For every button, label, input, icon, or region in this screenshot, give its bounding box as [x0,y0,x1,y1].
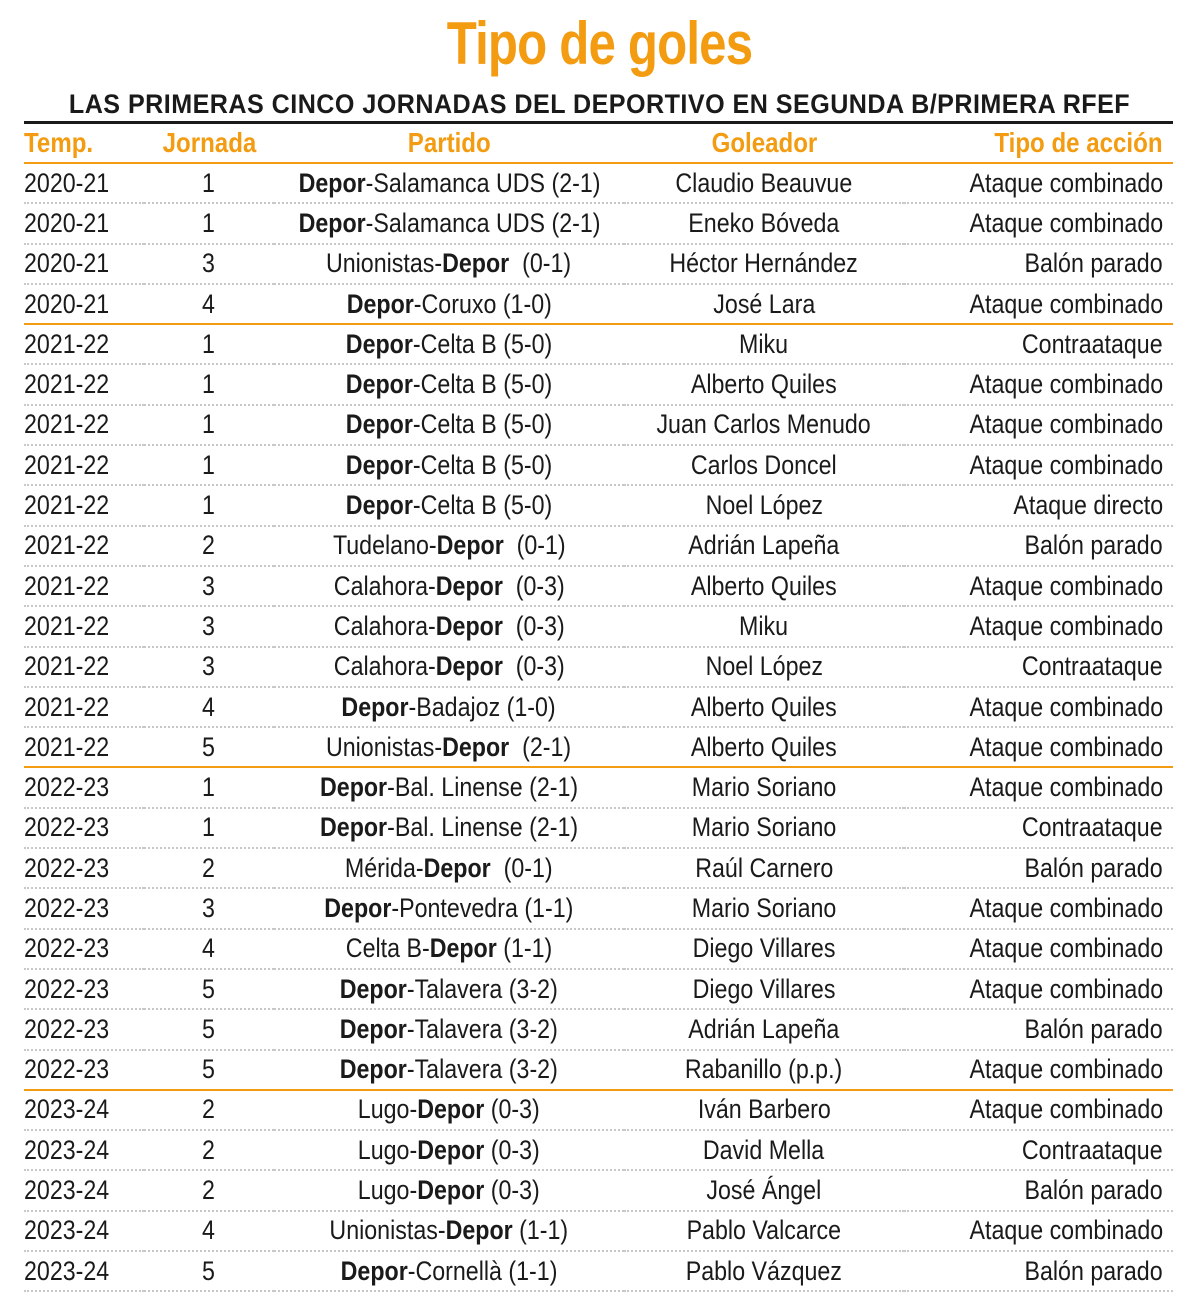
partido-depor: Depor [417,1134,485,1165]
partido-post: -Salamanca UDS (2-1) [365,207,601,238]
cell-goleador: Pablo Valcarce [624,1211,904,1251]
cell-goleador: Diego Villares [624,929,904,969]
partido-depor: Depor [319,812,388,843]
partido-depor: Depor [429,933,497,964]
table-row [24,727,1173,767]
cell-jornada: 4 [144,284,274,324]
cell-partido [274,244,624,284]
partido-post: (0-3) [502,610,565,641]
cell-temp: 2021-22 [24,727,144,767]
partido-post: -Badajoz (1-0) [408,691,557,722]
partido-depor: Depor [442,731,510,762]
cell-temp: 2021-22 [24,687,144,727]
partido-pre: Unionistas- [326,248,443,279]
cell-partido [274,364,624,404]
cell-partido [274,929,624,969]
cell-jornada: 3 [144,647,274,687]
cell-tipo: Ataque directo [904,485,1173,525]
cell-partido [274,1090,624,1130]
partido-post: -Talavera (3-2) [407,1054,559,1085]
cell-tipo: Contraataque [904,324,1173,364]
partido-depor: Depor [435,610,503,641]
cell-tipo: Ataque combinado [904,405,1173,445]
cell-goleador: Miku [624,606,904,646]
table-row [24,808,1173,848]
cell-goleador: Alberto Quiles [624,687,904,727]
partido-depor: Depor [442,248,510,279]
table-row [24,1170,1173,1210]
partido-pre: Tudelano- [332,530,437,561]
partido-post: -Celta B (5-0) [412,409,553,440]
cell-jornada: 2 [144,848,274,888]
cell-goleador: Mario Soriano [624,767,904,807]
table-row [24,485,1173,525]
column-header-goleador: Goleador [624,124,904,163]
cell-temp: 2020-21 [24,284,144,324]
partido-post: (0-1) [490,852,553,883]
cell-jornada: 5 [144,1251,274,1291]
cell-partido [274,969,624,1009]
cell-temp: 2021-22 [24,445,144,485]
cell-goleador: Noel López [624,647,904,687]
cell-jornada: 2 [144,1170,274,1210]
table-row [24,203,1173,243]
partido-pre: Lugo- [358,1134,418,1165]
cell-partido [274,445,624,485]
cell-temp: 2022-23 [24,767,144,807]
partido-pre: Lugo- [358,1175,418,1206]
cell-tipo: Contraataque [904,808,1173,848]
table-row [24,405,1173,445]
cell-tipo: Balón parado [904,526,1173,566]
cell-partido [274,284,624,324]
cell-temp: 2021-22 [24,647,144,687]
column-header-jornada: Jornada [144,124,274,163]
cell-tipo: Balón parado [904,1170,1173,1210]
partido-post: (2-1) [509,731,572,762]
cell-jornada: 3 [144,566,274,606]
cell-partido [274,1170,624,1210]
cell-jornada: 1 [144,405,274,445]
cell-jornada: 1 [144,203,274,243]
partido-post: -Celta B (5-0) [412,328,553,359]
cell-goleador: David Mella [624,1130,904,1170]
cell-goleador: Mario Soriano [624,808,904,848]
partido-depor: Depor [319,772,388,803]
partido-depor: Depor [423,852,491,883]
cell-partido [274,888,624,928]
cell-jornada: 1 [144,445,274,485]
cell-temp: 2023-24 [24,1170,144,1210]
goals-table [24,124,1173,1292]
cell-tipo: Contraataque [904,647,1173,687]
cell-goleador: Héctor Hernández [624,244,904,284]
cell-temp: 2021-22 [24,566,144,606]
cell-partido [274,526,624,566]
partido-depor: Depor [417,1175,485,1206]
table-row [24,767,1173,807]
partido-pre: Celta B- [345,933,430,964]
cell-tipo: Ataque combinado [904,888,1173,928]
column-header-partido: Partido [274,124,624,163]
partido-post: (0-3) [502,651,565,682]
cell-tipo: Ataque combinado [904,767,1173,807]
partido-depor: Depor [340,1255,408,1286]
partido-depor: Depor [345,409,413,440]
partido-pre: Lugo- [358,1094,418,1125]
partido-post: (0-3) [484,1094,540,1125]
cell-temp: 2023-24 [24,1251,144,1291]
cell-temp: 2023-24 [24,1130,144,1170]
partido-pre: Unionistas- [326,731,443,762]
partido-depor: Depor [345,328,413,359]
cell-temp: 2020-21 [24,244,144,284]
partido-post: (0-3) [502,570,565,601]
cell-partido [274,808,624,848]
table-row [24,888,1173,928]
cell-goleador: Claudio Beauvue [624,163,904,203]
cell-tipo: Ataque combinado [904,445,1173,485]
cell-partido [274,203,624,243]
cell-jornada: 4 [144,929,274,969]
cell-goleador: Alberto Quiles [624,364,904,404]
partido-post: (0-1) [503,530,566,561]
cell-temp: 2020-21 [24,203,144,243]
partido-post: (0-3) [484,1175,540,1206]
partido-post: -Bal. Linense (2-1) [387,772,579,803]
cell-partido [274,647,624,687]
cell-temp: 2022-23 [24,808,144,848]
cell-goleador: Eneko Bóveda [624,203,904,243]
partido-depor: Depor [345,490,413,521]
cell-partido [274,1130,624,1170]
cell-partido [274,727,624,767]
partido-depor: Depor [435,570,503,601]
cell-temp: 2021-22 [24,364,144,404]
cell-temp: 2022-23 [24,929,144,969]
cell-temp: 2021-22 [24,405,144,445]
partido-depor: Depor [339,973,408,1004]
cell-temp: 2022-23 [24,969,144,1009]
cell-jornada: 1 [144,324,274,364]
cell-goleador: Rabanillo (p.p.) [624,1050,904,1090]
cell-tipo: Ataque combinado [904,284,1173,324]
cell-tipo: Ataque combinado [904,364,1173,404]
table-row [24,1090,1173,1130]
cell-jornada: 1 [144,163,274,203]
partido-depor: Depor [445,1215,513,1246]
cell-tipo: Ataque combinado [904,203,1173,243]
partido-depor: Depor [298,207,366,238]
column-header-temp: Temp. [24,124,144,163]
column-header-tipo: Tipo de acción [904,124,1173,163]
cell-tipo: Ataque combinado [904,163,1173,203]
partido-post: (0-3) [484,1134,540,1165]
cell-jornada: 5 [144,1009,274,1049]
cell-goleador: Adrián Lapeña [624,526,904,566]
partido-depor: Depor [339,1013,408,1044]
cell-partido [274,687,624,727]
partido-post: (0-1) [509,248,572,279]
cell-tipo: Ataque combinado [904,929,1173,969]
cell-temp: 2022-23 [24,888,144,928]
cell-partido [274,1211,624,1251]
partido-post: -Salamanca UDS (2-1) [365,167,601,198]
cell-partido [274,163,624,203]
cell-goleador: Noel López [624,485,904,525]
table-row [24,1009,1173,1049]
table-row [24,606,1173,646]
table-row [24,526,1173,566]
cell-goleador: Carlos Doncel [624,445,904,485]
cell-temp: 2022-23 [24,848,144,888]
cell-temp: 2020-21 [24,163,144,203]
cell-partido [274,1251,624,1291]
table-row [24,163,1173,203]
cell-jornada: 3 [144,888,274,928]
cell-jornada: 1 [144,808,274,848]
cell-tipo: Ataque combinado [904,1090,1173,1130]
cell-temp: 2022-23 [24,1009,144,1049]
cell-jornada: 4 [144,687,274,727]
partido-pre: Calahora- [333,651,436,682]
cell-goleador: Alberto Quiles [624,566,904,606]
cell-tipo: Ataque combinado [904,1050,1173,1090]
cell-goleador: Raúl Carnero [624,848,904,888]
cell-partido [274,324,624,364]
cell-jornada: 3 [144,244,274,284]
partido-pre: Mérida- [345,852,424,883]
partido-depor: Depor [345,449,413,480]
table-row [24,566,1173,606]
partido-pre: Calahora- [333,610,436,641]
cell-goleador: José Ángel [624,1170,904,1210]
cell-tipo: Balón parado [904,848,1173,888]
cell-tipo: Ataque combinado [904,687,1173,727]
cell-jornada: 3 [144,606,274,646]
cell-tipo: Contraataque [904,1130,1173,1170]
partido-depor: Depor [435,651,503,682]
cell-partido [274,566,624,606]
cell-goleador: Juan Carlos Menudo [624,405,904,445]
cell-temp: 2022-23 [24,1050,144,1090]
partido-post: -Celta B (5-0) [412,369,553,400]
cell-goleador: José Lara [624,284,904,324]
cell-jornada: 1 [144,485,274,525]
partido-post: (1-1) [496,933,553,964]
table-row [24,324,1173,364]
partido-post: (1-1) [512,1215,569,1246]
cell-partido [274,1009,624,1049]
cell-partido [274,606,624,646]
cell-tipo: Ataque combinado [904,969,1173,1009]
cell-partido [274,848,624,888]
cell-jornada: 2 [144,526,274,566]
cell-temp: 2021-22 [24,485,144,525]
cell-tipo: Balón parado [904,1251,1173,1291]
table-row [24,929,1173,969]
partido-depor: Depor [341,691,409,722]
table-row [24,687,1173,727]
cell-goleador: Iván Barbero [624,1090,904,1130]
table-row [24,647,1173,687]
partido-post: -Cornellà (1-1) [407,1255,558,1286]
cell-jornada: 5 [144,969,274,1009]
cell-tipo: Ataque combinado [904,727,1173,767]
cell-partido [274,767,624,807]
partido-depor: Depor [324,892,392,923]
cell-goleador: Diego Villares [624,969,904,1009]
table-row [24,1211,1173,1251]
partido-post: -Bal. Linense (2-1) [387,812,579,843]
cell-tipo: Ataque combinado [904,566,1173,606]
cell-goleador: Alberto Quiles [624,727,904,767]
cell-jornada: 4 [144,1211,274,1251]
table-row [24,445,1173,485]
partido-depor: Depor [436,530,504,561]
table-row [24,969,1173,1009]
partido-pre: Unionistas- [329,1215,446,1246]
partido-post: -Pontevedra (1-1) [391,892,574,923]
cell-jornada: 5 [144,727,274,767]
table-row [24,284,1173,324]
table-row [24,848,1173,888]
partido-depor: Depor [298,167,366,198]
partido-post: -Talavera (3-2) [407,973,559,1004]
cell-jornada: 2 [144,1090,274,1130]
cell-partido [274,1050,624,1090]
cell-jornada: 5 [144,1050,274,1090]
cell-partido [274,405,624,445]
cell-jornada: 1 [144,767,274,807]
table-row [24,1050,1173,1090]
cell-temp: 2021-22 [24,324,144,364]
cell-tipo: Ataque combinado [904,1211,1173,1251]
cell-tipo: Balón parado [904,1009,1173,1049]
partido-post: -Talavera (3-2) [407,1013,559,1044]
cell-temp: 2021-22 [24,606,144,646]
partido-post: -Celta B (5-0) [412,490,553,521]
partido-post: -Coruxo (1-0) [413,288,552,319]
cell-goleador: Pablo Vázquez [624,1251,904,1291]
cell-goleador: Mario Soriano [624,888,904,928]
table-row [24,364,1173,404]
cell-tipo: Ataque combinado [904,606,1173,646]
partido-depor: Depor [417,1094,485,1125]
table-header-row [24,124,1173,163]
partido-depor: Depor [346,288,414,319]
cell-temp: 2023-24 [24,1090,144,1130]
table-row [24,1130,1173,1170]
cell-tipo: Balón parado [904,244,1173,284]
cell-goleador: Miku [624,324,904,364]
partido-depor: Depor [339,1054,408,1085]
partido-post: -Celta B (5-0) [412,449,553,480]
partido-depor: Depor [345,369,413,400]
partido-pre: Calahora- [333,570,436,601]
cell-partido [274,485,624,525]
cell-jornada: 1 [144,364,274,404]
table-row [24,1251,1173,1291]
cell-temp: 2021-22 [24,526,144,566]
page-subtitle: LAS PRIMERAS CINCO JORNADAS DEL DEPORTIVO EN SEGUNDA B/PRIMERA RFEF [68,89,1131,119]
table-row [24,244,1173,284]
page-title: Tipo de goles [446,10,753,77]
cell-jornada: 2 [144,1130,274,1170]
cell-temp: 2023-24 [24,1211,144,1251]
cell-goleador: Adrián Lapeña [624,1009,904,1049]
